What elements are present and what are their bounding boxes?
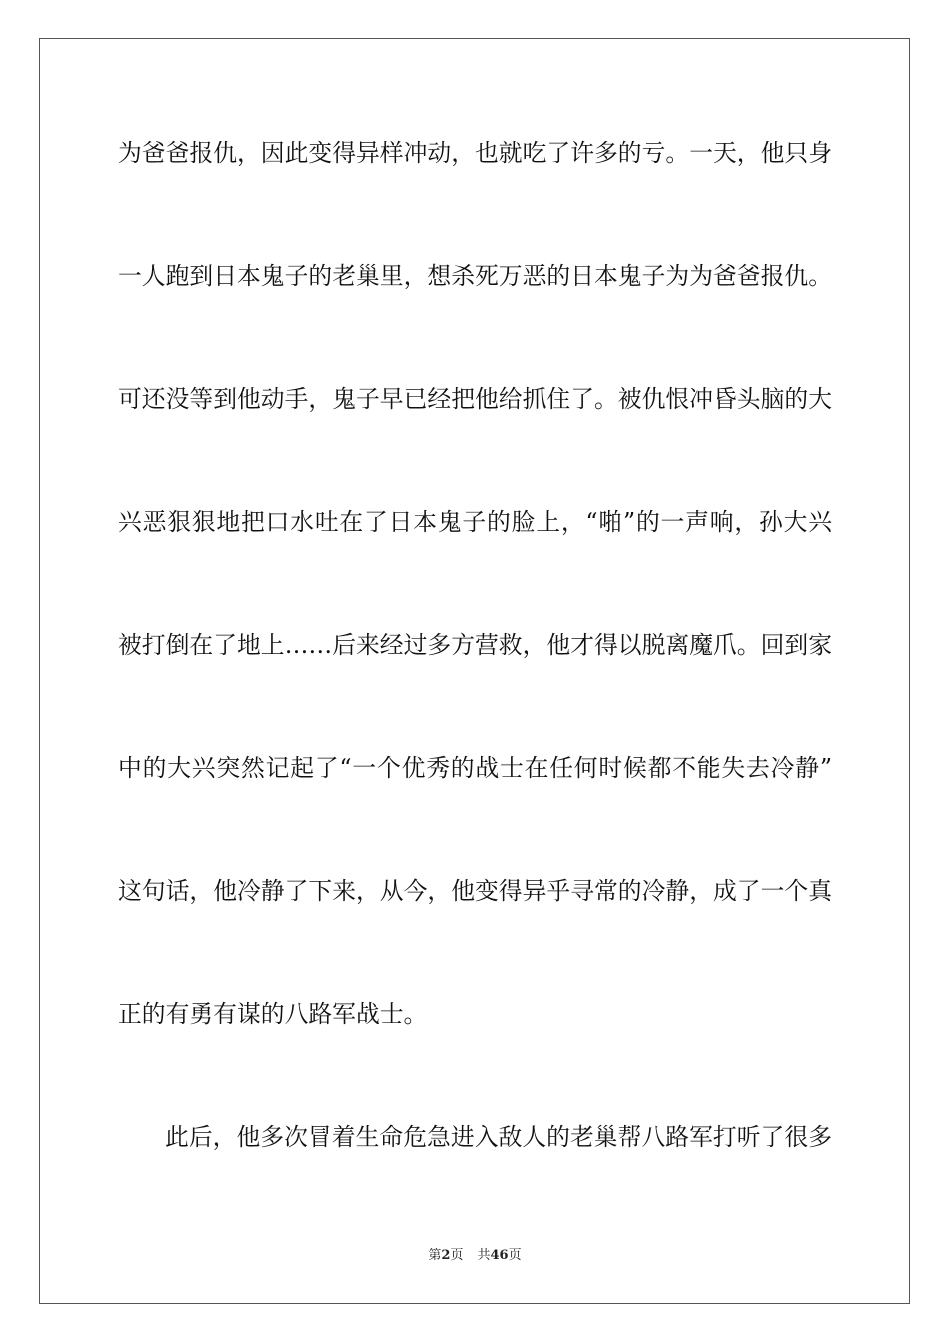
body-text-line: 为爸爸报仇，因此变得异样冲动，也就吃了许多的亏。一天，他只身 bbox=[118, 139, 832, 167]
body-text-line: 正的有勇有谋的八路军战士。 bbox=[118, 1000, 428, 1028]
body-text-line: 可还没等到他动手，鬼子早已经把他给抓住了。被仇恨冲昏头脑的大 bbox=[118, 385, 832, 413]
total-page-count: 46 bbox=[490, 1248, 509, 1263]
total-label-suffix: 页 bbox=[508, 1248, 522, 1263]
paragraph-first-line: 此后，他多次冒着生命危急进入敌人的老巢帮八路军打听了很多 bbox=[165, 1123, 832, 1151]
body-text-line: 被打倒在了地上……后来经过多方营救，他才得以脱离魔爪。回到家 bbox=[118, 631, 832, 659]
page-label-prefix: 第 bbox=[428, 1248, 442, 1263]
body-text-line: 中的大兴突然记起了“一个优秀的战士在任何时候都不能失去冷静” bbox=[118, 754, 832, 782]
body-text-line: 这句话，他冷静了下来，从今，他变得异乎寻常的冷静，成了一个真 bbox=[118, 877, 832, 905]
body-text-line: 兴恶狠狠地把口水吐在了日本鬼子的脸上，“啪”的一声响，孙大兴 bbox=[118, 508, 832, 536]
total-label-prefix: 共 bbox=[477, 1248, 491, 1263]
current-page-number: 2 bbox=[441, 1248, 451, 1263]
page-label-suffix: 页 bbox=[450, 1248, 464, 1263]
body-text-line: 一人跑到日本鬼子的老巢里，想杀死万恶的日本鬼子为为爸爸报仇。 bbox=[118, 262, 832, 290]
page-border bbox=[39, 38, 910, 1304]
page-footer bbox=[0, 1247, 950, 1265]
